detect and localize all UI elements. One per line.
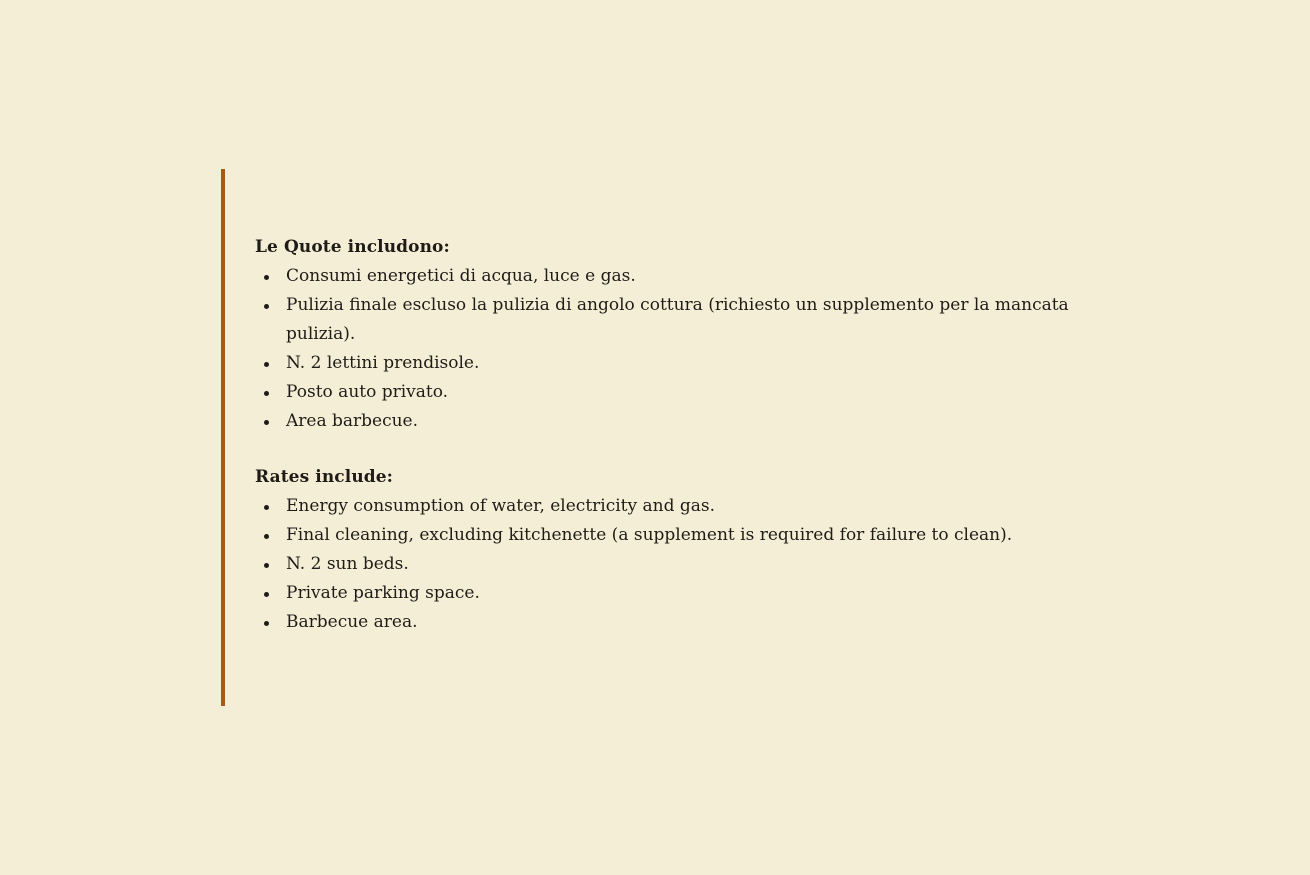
list-item [255, 550, 1116, 579]
bullet-icon [264, 534, 269, 539]
section-heading: Rates include: [255, 467, 394, 487]
list-item [255, 378, 1116, 407]
bullet-icon [264, 505, 269, 510]
english-rates-section [255, 463, 1121, 637]
bullet-icon [264, 420, 269, 425]
list-item [255, 579, 1116, 608]
list-item-text: Energy consumption of water, electricity and gas. [286, 496, 716, 516]
list-item [255, 349, 1116, 378]
list-item-text: Consumi energetici di acqua, luce e gas. [286, 266, 636, 286]
list-item-text: Final cleaning, excluding kitchenette (a supplement is required for failure to clean). [286, 525, 1013, 545]
rates-panel [221, 169, 1121, 706]
list-item [255, 262, 1116, 291]
bullet-icon [264, 391, 269, 396]
list-item-text: Barbecue area. [286, 612, 418, 632]
list-item [255, 492, 1116, 521]
bullet-icon [264, 621, 269, 626]
list-item-text: N. 2 lettini prendisole. [286, 353, 480, 373]
section-heading: Le Quote includono: [255, 237, 450, 257]
italian-rates-section [255, 233, 1121, 436]
inclusions-list [255, 492, 1121, 637]
list-item [255, 521, 1116, 550]
inclusions-list [255, 262, 1121, 436]
list-item [255, 608, 1116, 637]
list-item-text: N. 2 sun beds. [286, 554, 409, 574]
bullet-icon [264, 362, 269, 367]
list-item-text: Pulizia finale escluso la pulizia di angolo cottura (richiesto un supplemento per la mancata pulizia). [286, 295, 1069, 344]
bullet-icon [264, 592, 269, 597]
bullet-icon [264, 563, 269, 568]
list-item-text: Area barbecue. [286, 411, 419, 431]
bullet-icon [264, 304, 269, 309]
list-item [255, 291, 1116, 349]
list-item-text: Posto auto privato. [286, 382, 449, 402]
list-item-text: Private parking space. [286, 583, 480, 603]
list-item [255, 407, 1116, 436]
bullet-icon [264, 275, 269, 280]
